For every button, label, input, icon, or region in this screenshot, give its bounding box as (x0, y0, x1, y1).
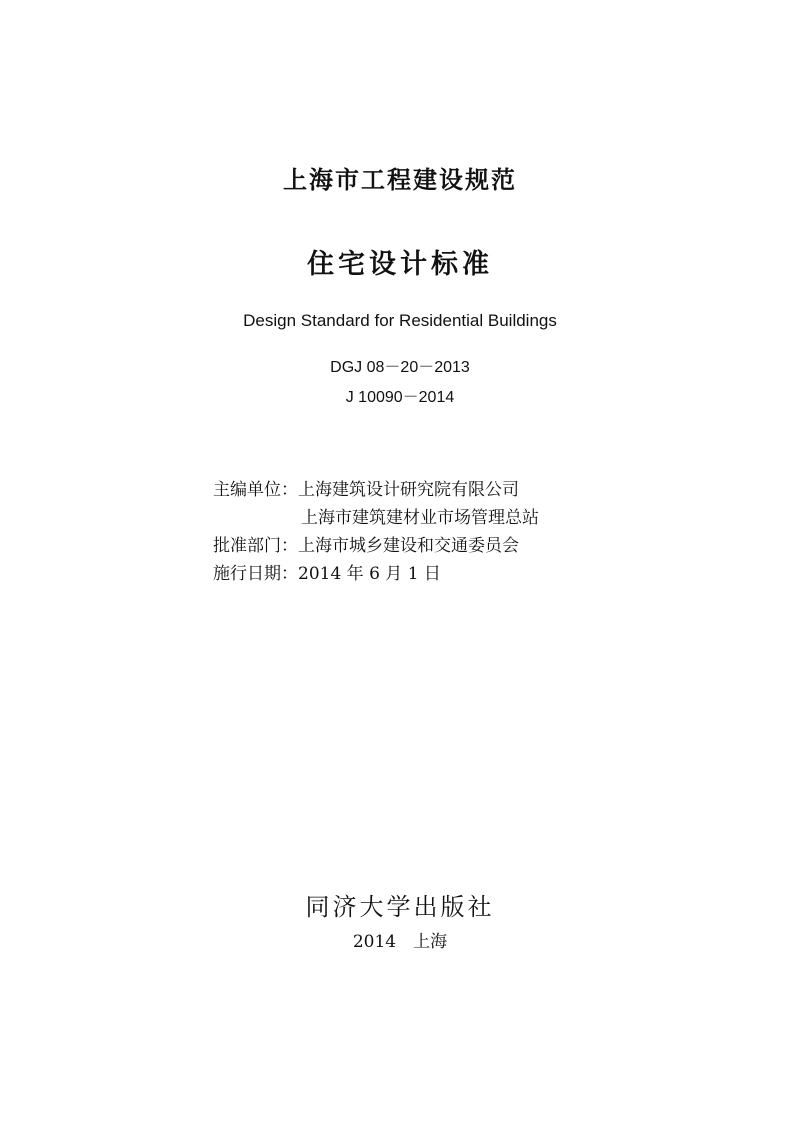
record-code: J 10090－2014 (345, 389, 455, 406)
chief-editor-line: 主编单位：上海建筑设计研究院有限公司 (213, 480, 519, 500)
publication-info (213, 477, 633, 589)
publisher-name: 同济大学出版社 (305, 893, 495, 921)
document-title: 住宅设计标准 (307, 249, 493, 280)
publication-imprint: 2014 上海 (352, 932, 448, 952)
standard-code: DGJ 08－20－2013 (330, 359, 470, 376)
series-title: 上海市工程建设规范 (283, 166, 517, 194)
co-editor-line: 上海市建筑建材业市场管理总站 (301, 508, 539, 528)
approval-department-line: 批准部门：上海市城乡建设和交通委员会 (213, 536, 519, 556)
document-title-english: Design Standard for Residential Buildings (243, 311, 557, 330)
effective-date-line: 施行日期：2014 年 6 月 1 日 (213, 564, 441, 584)
